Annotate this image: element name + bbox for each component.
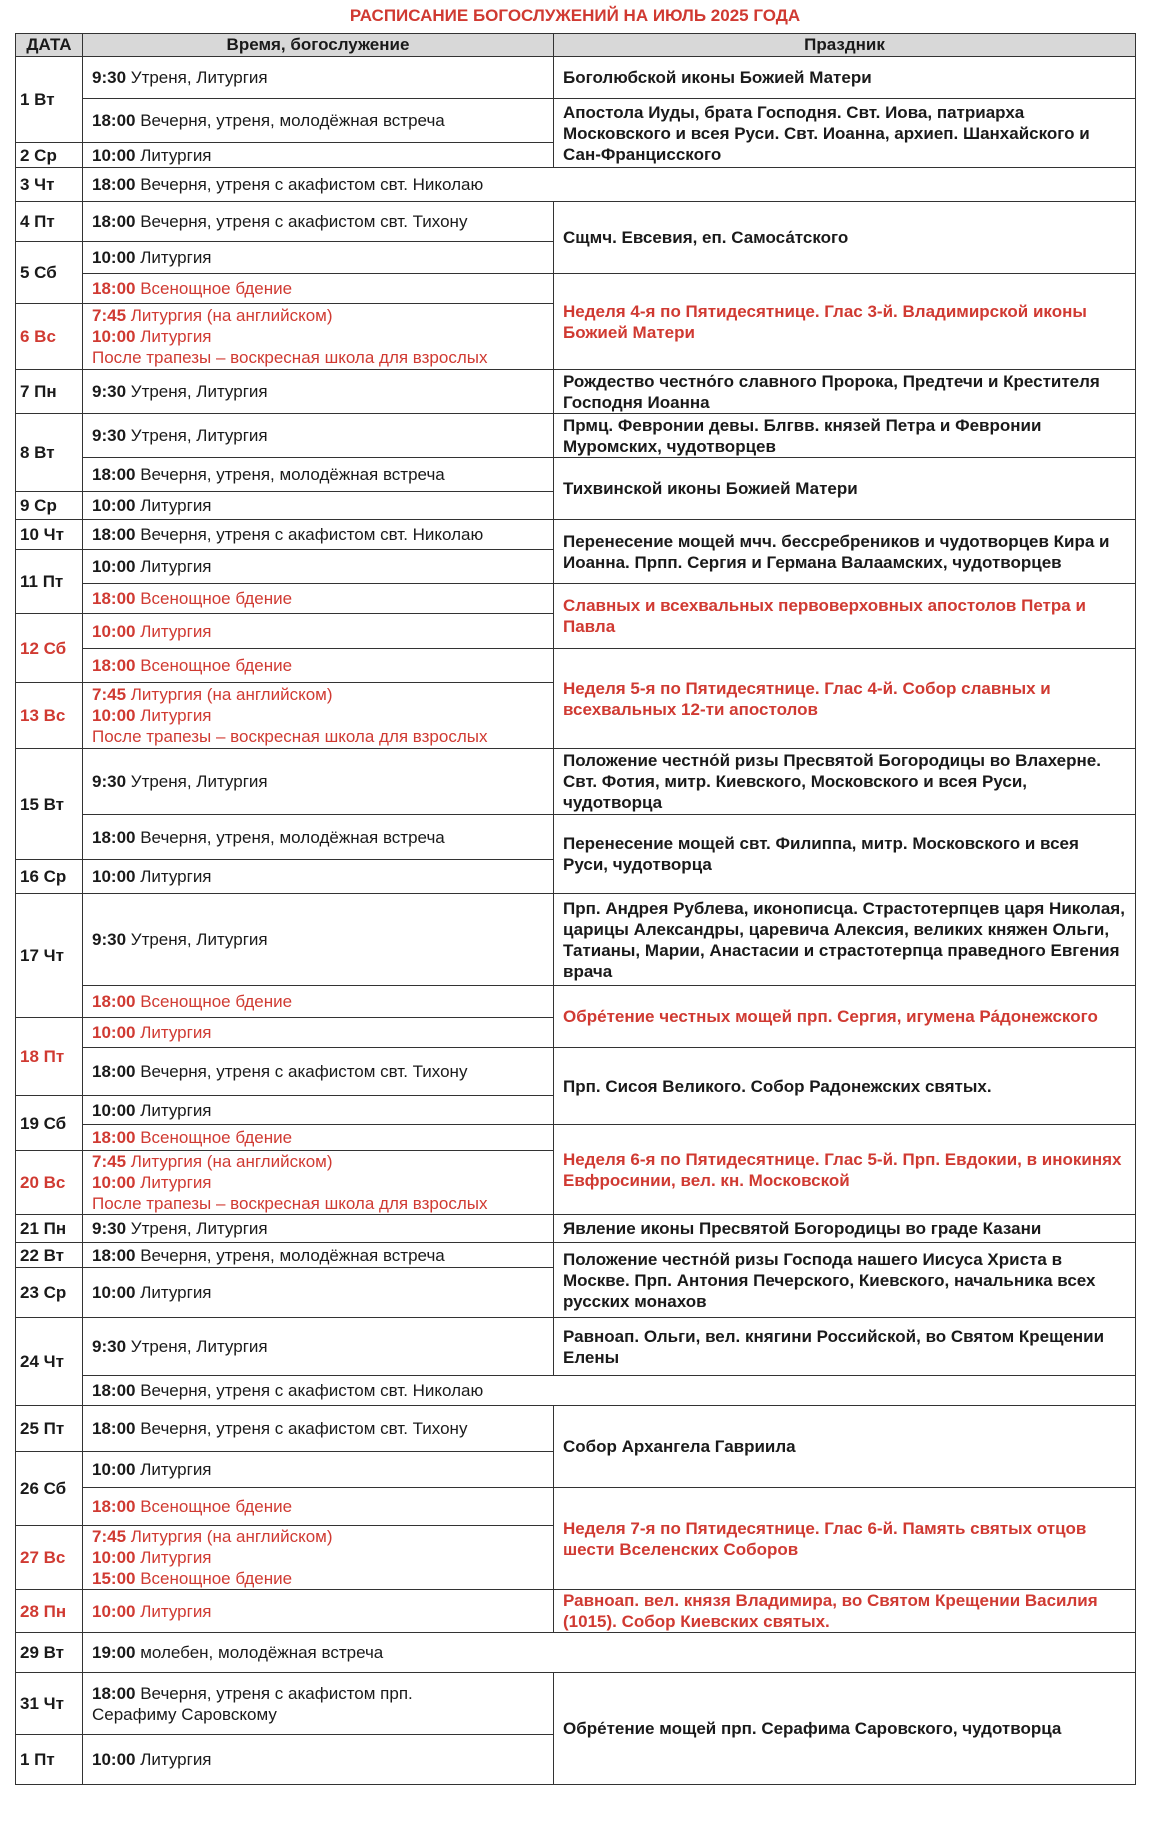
table-row bbox=[16, 1633, 1136, 1673]
date-cell: 3 Чт bbox=[16, 168, 83, 202]
table-row bbox=[16, 584, 1136, 614]
table-row bbox=[16, 202, 1136, 242]
service-text: Литургия bbox=[140, 1100, 212, 1120]
date-cell: 16 Ср bbox=[16, 860, 83, 894]
date-cell: 24 Чт bbox=[16, 1318, 83, 1406]
date-cell: 4 Пт bbox=[16, 202, 83, 242]
date-cell: 26 Сб bbox=[16, 1452, 83, 1526]
table-row bbox=[16, 1590, 1136, 1633]
service-time: 19:00 bbox=[92, 1643, 136, 1662]
service-time: 18:00 bbox=[92, 827, 136, 847]
service-text: Литургия bbox=[140, 496, 212, 515]
feast-cell: Положение честно́й ризы Господа нашего Иисуса Христа в Москве. Прп. Антония Печерского, Киевского, начальника всех русских монахов bbox=[554, 1243, 1136, 1318]
date-cell: 2 Ср bbox=[16, 143, 83, 168]
service-time: 9:30 bbox=[92, 1337, 127, 1356]
service-line bbox=[92, 305, 544, 326]
date-cell: 17 Чт bbox=[16, 894, 83, 1018]
table-row bbox=[16, 520, 1136, 550]
service-text: Утреня, Литургия bbox=[130, 1219, 268, 1238]
service-time: 18:00 bbox=[92, 992, 136, 1011]
service-text: Вечерня, утреня с акафистом свт. Тихону bbox=[140, 1419, 468, 1438]
service-text: Вечерня, утреня, молодёжная встреча bbox=[140, 1245, 445, 1265]
date-cell: 18 Пт bbox=[16, 1018, 83, 1096]
service-text: Вечерня, утреня, молодёжная встреча bbox=[140, 465, 445, 484]
service-time: 7:45 bbox=[92, 685, 127, 704]
table-row bbox=[16, 57, 1136, 99]
service-text: Литургия bbox=[140, 557, 212, 576]
feast-cell: Равноап. вел. князя Владимира, во Святом Крещении Василия (1015). Собор Киевских святых. bbox=[554, 1590, 1136, 1633]
service-text: Вечерня, утреня с акафистом свт. Николаю bbox=[140, 175, 484, 194]
table-row bbox=[16, 1125, 1136, 1151]
date-cell: 12 Сб bbox=[16, 614, 83, 683]
service-text: Вечерня, утреня с акафистом свт. Тихону bbox=[140, 212, 468, 231]
service-cell bbox=[83, 649, 554, 683]
date-cell: 27 Вс bbox=[16, 1526, 83, 1590]
service-text: Литургия bbox=[140, 621, 212, 641]
service-cell bbox=[83, 986, 554, 1018]
service-text: Литургия bbox=[140, 1750, 212, 1769]
page-title: РАСПИСАНИЕ БОГОСЛУЖЕНИЙ НА ИЮЛЬ 2025 ГОДА bbox=[349, 6, 801, 25]
service-cell bbox=[83, 1376, 1136, 1406]
service-cell bbox=[83, 1526, 554, 1590]
table-row bbox=[16, 99, 1136, 143]
table-row bbox=[16, 168, 1136, 202]
service-time: 18:00 bbox=[92, 111, 136, 130]
service-time: 10:00 bbox=[92, 1601, 136, 1621]
service-time: 10:00 bbox=[92, 1548, 136, 1567]
service-text: Всенощное бдение bbox=[140, 656, 293, 675]
service-cell bbox=[83, 749, 554, 815]
table-row bbox=[16, 894, 1136, 986]
service-time: 10:00 bbox=[92, 1100, 136, 1120]
feast-cell: Сщмч. Евсевия, еп. Самоса́тского bbox=[554, 202, 1136, 274]
service-time: 10:00 bbox=[92, 621, 136, 641]
service-cell bbox=[83, 1488, 554, 1526]
service-line bbox=[92, 326, 544, 347]
service-cell bbox=[83, 99, 554, 143]
date-cell: 22 Вт bbox=[16, 1243, 83, 1268]
service-cell bbox=[83, 1048, 554, 1096]
table-row bbox=[16, 1673, 1136, 1735]
service-text: Утреня, Литургия bbox=[130, 68, 268, 87]
service-time: 9:30 bbox=[92, 772, 127, 791]
table-row bbox=[16, 1318, 1136, 1376]
feast-cell: Равноап. Ольги, вел. княгини Российской, во Святом Крещении Елены bbox=[554, 1318, 1136, 1376]
date-cell: 31 Чт bbox=[16, 1673, 83, 1735]
service-line: После трапезы – воскресная школа для взрослых bbox=[92, 727, 488, 746]
feast-cell: Неделя 6-я по Пятидесятнице. Глас 5-й. Прп. Евдокии, в инокинях Евфросинии, вел. кн. Московской bbox=[554, 1125, 1136, 1215]
service-cell bbox=[83, 492, 554, 520]
service-line: После трапезы – воскресная школа для взрослых bbox=[92, 1194, 488, 1213]
service-line bbox=[92, 1151, 544, 1172]
service-time: 18:00 bbox=[92, 212, 136, 231]
service-cell bbox=[83, 815, 554, 860]
service-time: 10:00 bbox=[92, 706, 136, 725]
service-cell bbox=[83, 520, 554, 550]
service-time: 10:00 bbox=[92, 1283, 136, 1302]
service-cell bbox=[83, 550, 554, 584]
service-time: 10:00 bbox=[92, 1173, 136, 1192]
service-text: Литургия bbox=[140, 867, 212, 886]
service-time: 18:00 bbox=[92, 525, 136, 544]
date-cell: 20 Вс bbox=[16, 1151, 83, 1215]
service-text: Литургия bbox=[140, 145, 212, 165]
service-cell bbox=[83, 458, 554, 492]
table-row bbox=[16, 986, 1136, 1018]
service-cell bbox=[83, 143, 554, 168]
table-row bbox=[16, 1376, 1136, 1406]
service-cell bbox=[83, 1268, 554, 1318]
date-cell: 23 Ср bbox=[16, 1268, 83, 1318]
service-time: 9:30 bbox=[92, 930, 127, 949]
date-cell: 13 Вс bbox=[16, 683, 83, 749]
service-time: 10:00 bbox=[92, 1460, 136, 1479]
service-time: 7:45 bbox=[92, 306, 127, 325]
service-time: 10:00 bbox=[92, 1750, 136, 1769]
service-time: 9:30 bbox=[92, 382, 127, 401]
service-text: Литургия bbox=[140, 1023, 212, 1042]
date-cell: 28 Пн bbox=[16, 1590, 83, 1633]
table-row bbox=[16, 458, 1136, 492]
service-text: Литургия (на английском) bbox=[130, 1527, 333, 1546]
feast-cell: Перенесение мощей мчч. бессребреников и чудотворцев Кира и Иоанна. Прпп. Сергия и Германа Валаамских, чудотворцев bbox=[554, 520, 1136, 584]
table-row bbox=[16, 649, 1136, 683]
service-cell bbox=[83, 1735, 554, 1785]
service-text: Литургия bbox=[140, 1460, 212, 1479]
service-text: Литургия (на английском) bbox=[130, 685, 333, 704]
service-line bbox=[92, 1526, 544, 1547]
service-time: 18:00 bbox=[92, 279, 136, 298]
service-cell bbox=[83, 1125, 554, 1151]
service-cell bbox=[83, 1215, 554, 1243]
date-cell: 1 Вт bbox=[16, 57, 83, 143]
service-time: 10:00 bbox=[92, 145, 136, 165]
service-time: 18:00 bbox=[92, 1497, 136, 1516]
service-text: Литургия bbox=[140, 1601, 212, 1621]
service-time: 18:00 bbox=[92, 656, 136, 675]
service-line bbox=[92, 1683, 544, 1704]
date-cell: 10 Чт bbox=[16, 520, 83, 550]
service-text: Утреня, Литургия bbox=[130, 382, 268, 401]
table-row bbox=[16, 815, 1136, 860]
table-row bbox=[16, 1215, 1136, 1243]
schedule-page bbox=[15, 3, 1135, 1769]
service-time: 9:30 bbox=[92, 426, 127, 445]
service-text: Всенощное бдение bbox=[140, 992, 293, 1011]
service-time: 18:00 bbox=[92, 1419, 136, 1438]
table-row bbox=[16, 1243, 1136, 1268]
service-cell bbox=[83, 1096, 554, 1125]
service-text: Литургия (на английском) bbox=[130, 1152, 333, 1171]
service-text: Литургия bbox=[140, 248, 212, 267]
service-cell bbox=[83, 584, 554, 614]
service-cell bbox=[83, 1452, 554, 1488]
service-text: Утреня, Литургия bbox=[130, 772, 268, 791]
service-time: 18:00 bbox=[92, 1128, 136, 1147]
service-text: Литургия bbox=[140, 706, 212, 725]
service-cell bbox=[83, 1018, 554, 1048]
feast-cell: Боголюбской иконы Божией Матери bbox=[554, 57, 1136, 99]
feast-cell: Собор Архангела Гавриила bbox=[554, 1406, 1136, 1488]
service-time: 10:00 bbox=[92, 867, 136, 886]
date-cell: 1 Пт bbox=[16, 1735, 83, 1785]
service-cell bbox=[83, 860, 554, 894]
service-cell bbox=[83, 1633, 1136, 1673]
service-time: 10:00 bbox=[92, 327, 136, 346]
service-cell bbox=[83, 304, 554, 370]
service-time: 10:00 bbox=[92, 557, 136, 576]
service-cell bbox=[83, 1243, 554, 1268]
service-text: Всенощное бдение bbox=[140, 1497, 293, 1516]
feast-cell: Тихвинской иконы Божией Матери bbox=[554, 458, 1136, 520]
service-cell bbox=[83, 1590, 554, 1633]
feast-cell: Перенесение мощей свт. Филиппа, митр. Московского и всея Руси, чудотворца bbox=[554, 815, 1136, 894]
date-cell: 7 Пн bbox=[16, 370, 83, 414]
feast-cell: Неделя 7-я по Пятидесятнице. Глас 6-й. Память святых отцов шести Вселенских Соборов bbox=[554, 1488, 1136, 1590]
date-cell: 29 Вт bbox=[16, 1633, 83, 1673]
service-time: 18:00 bbox=[92, 175, 136, 194]
service-time: 18:00 bbox=[92, 465, 136, 484]
service-time: 9:30 bbox=[92, 1219, 127, 1238]
service-cell bbox=[83, 614, 554, 649]
date-cell: 6 Вс bbox=[16, 304, 83, 370]
feast-cell: Неделя 4-я по Пятидесятнице. Глас 3-й. Владимирской иконы Божией Матери bbox=[554, 274, 1136, 370]
service-text: Всенощное бдение bbox=[140, 279, 293, 298]
service-text: Литургия bbox=[140, 1283, 212, 1302]
service-text: Литургия bbox=[140, 1548, 212, 1567]
table-row bbox=[16, 749, 1136, 815]
service-cell bbox=[83, 370, 554, 414]
service-text: Литургия bbox=[140, 327, 212, 346]
service-text: Вечерня, утреня с акафистом свт. Николаю bbox=[140, 1381, 484, 1400]
service-text: Вечерня, утреня с акафистом свт. Николаю bbox=[140, 525, 484, 544]
service-time: 18:00 bbox=[92, 589, 136, 608]
service-cell bbox=[83, 414, 554, 458]
service-cell bbox=[83, 274, 554, 304]
feast-cell: Славных и всехвальных первоверховных апостолов Петра и Павла bbox=[554, 584, 1136, 649]
service-text: Утреня, Литургия bbox=[130, 1337, 268, 1356]
service-text: Литургия bbox=[140, 1173, 212, 1192]
service-time: 18:00 bbox=[92, 1062, 136, 1081]
date-cell: 9 Ср bbox=[16, 492, 83, 520]
header-service: Время, богослужение bbox=[83, 34, 554, 57]
feast-cell: Неделя 5-я по Пятидесятнице. Глас 4-й. Собор славных и всехвальных 12-ти апостолов bbox=[554, 649, 1136, 749]
table-row bbox=[16, 274, 1136, 304]
service-line: Серафиму Саровскому bbox=[92, 1704, 277, 1724]
service-cell bbox=[83, 242, 554, 274]
date-cell: 15 Вт bbox=[16, 749, 83, 860]
service-text: молебен, молодёжная встреча bbox=[140, 1643, 384, 1662]
date-cell: 8 Вт bbox=[16, 414, 83, 492]
service-cell bbox=[83, 202, 554, 242]
service-cell bbox=[83, 57, 554, 99]
table-row bbox=[16, 1488, 1136, 1526]
table-row bbox=[16, 370, 1136, 414]
service-cell bbox=[83, 894, 554, 986]
service-text: Вечерня, утреня с акафистом свт. Тихону bbox=[140, 1062, 468, 1081]
service-text: Утреня, Литургия bbox=[130, 930, 268, 949]
service-cell bbox=[83, 168, 1136, 202]
date-cell: 21 Пн bbox=[16, 1215, 83, 1243]
schedule-table bbox=[15, 33, 1136, 1785]
service-text: Вечерня, утреня с акафистом прп. bbox=[140, 1683, 413, 1703]
service-time: 10:00 bbox=[92, 1023, 136, 1042]
service-time: 7:45 bbox=[92, 1527, 127, 1546]
service-text: Вечерня, утреня, молодёжная встреча bbox=[140, 111, 445, 130]
service-text: Литургия (на английском) bbox=[130, 306, 333, 325]
date-cell: 19 Сб bbox=[16, 1096, 83, 1151]
service-cell bbox=[83, 1151, 554, 1215]
service-time: 10:00 bbox=[92, 248, 136, 267]
date-cell: 11 Пт bbox=[16, 550, 83, 614]
service-text: Всенощное бдение bbox=[140, 589, 293, 608]
feast-cell: Прп. Андрея Рублева, иконописца. Страстотерпцев царя Николая, царицы Александры, царевича Алексия, великих княжен Ольги, Татианы, Марии, Анастасии и страстотерпца праведного Евгения врача bbox=[554, 894, 1136, 986]
service-cell bbox=[83, 1318, 554, 1376]
table-header-row bbox=[16, 34, 1136, 57]
feast-cell: Апостола Иуды, брата Господня. Свт. Иова, патриарха Московского и всея Руси. Свт. Иоанна, архиеп. Шанхайского и Сан-Францисского bbox=[554, 99, 1136, 168]
service-line bbox=[92, 1547, 544, 1568]
service-time: 15:00 bbox=[92, 1569, 136, 1588]
feast-cell: Рождество честно́го славного Пророка, Предтечи и Крестителя Господня Иоанна bbox=[554, 370, 1136, 414]
service-text: Всенощное бдение bbox=[140, 1128, 293, 1147]
feast-cell: Обре́тение честных мощей прп. Сергия, игумена Ра́донежского bbox=[554, 986, 1136, 1048]
service-time: 18:00 bbox=[92, 1381, 136, 1400]
service-line bbox=[92, 1172, 544, 1193]
service-text: Вечерня, утреня, молодёжная встреча bbox=[140, 827, 445, 847]
service-cell bbox=[83, 683, 554, 749]
service-text: Всенощное бдение bbox=[140, 1569, 293, 1588]
feast-cell: Прмц. Февронии девы. Блгвв. князей Петра и Февронии Муромских, чудотворцев bbox=[554, 414, 1136, 458]
service-line: После трапезы – воскресная школа для взрослых bbox=[92, 348, 488, 367]
date-cell: 25 Пт bbox=[16, 1406, 83, 1452]
service-time: 10:00 bbox=[92, 496, 136, 515]
service-text: Утреня, Литургия bbox=[130, 426, 268, 445]
service-time: 9:30 bbox=[92, 68, 127, 87]
table-row bbox=[16, 414, 1136, 458]
table-row bbox=[16, 1406, 1136, 1452]
date-cell: 5 Сб bbox=[16, 242, 83, 304]
service-line bbox=[92, 1568, 544, 1589]
service-line bbox=[92, 705, 544, 726]
service-line bbox=[92, 684, 544, 705]
feast-cell: Прп. Сисоя Великого. Собор Радонежских святых. bbox=[554, 1048, 1136, 1125]
header-date: ДАТА bbox=[16, 34, 83, 57]
service-time: 7:45 bbox=[92, 1152, 127, 1171]
service-cell bbox=[83, 1406, 554, 1452]
table-row bbox=[16, 1048, 1136, 1096]
feast-cell: Явление иконы Пресвятой Богородицы во граде Казани bbox=[554, 1215, 1136, 1243]
service-cell bbox=[83, 1673, 554, 1735]
service-time: 18:00 bbox=[92, 1245, 136, 1265]
feast-cell: Обре́тение мощей прп. Серафима Саровского, чудотворца bbox=[554, 1673, 1136, 1785]
service-time: 18:00 bbox=[92, 1683, 136, 1703]
feast-cell: Положение честно́й ризы Пресвятой Богородицы во Влахерне. Свт. Фотия, митр. Киевского, Московского и всея Руси, чудотворца bbox=[554, 749, 1136, 815]
header-feast: Праздник bbox=[554, 34, 1136, 57]
